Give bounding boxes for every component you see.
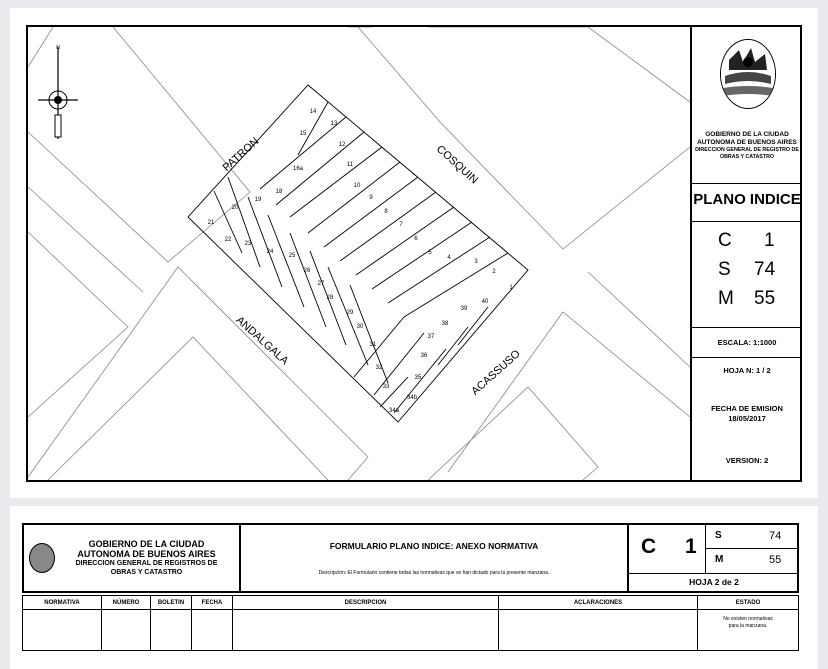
emission-date: 18/05/2017 [728, 414, 766, 423]
form-description: Descripción: El Formulario contiene todas las normativas que se han dictado para la presente manzana. [318, 570, 550, 576]
city-seal-small-icon [29, 543, 55, 573]
lot-number: 26 [303, 268, 311, 274]
cell-normativa [23, 610, 102, 651]
m-value: 55 [754, 288, 776, 309]
street-label: COSQUIN [433, 143, 481, 187]
lot-number: 23 [244, 241, 252, 247]
scale-cell [692, 327, 802, 357]
lot-number: 5 [428, 250, 432, 256]
lot-number: 1 [509, 285, 513, 291]
gov-name [692, 131, 802, 161]
form-c-value: 1 [685, 535, 697, 558]
street-label: PATRON [220, 135, 262, 175]
col-boletin: BOLETIN [151, 596, 192, 610]
anexo-normativa-sheet [10, 506, 818, 669]
dir-name-line1: DIRECCION GENERAL DE REGISTRO DE [695, 147, 799, 153]
title-block [690, 27, 802, 480]
block-map [28, 27, 690, 480]
lot-number: 34a [388, 408, 400, 414]
scale-text: ESCALA: 1:1000 [717, 338, 777, 347]
lot-number: 31 [369, 342, 377, 348]
cell-boletin [151, 610, 192, 651]
sheet-number: HOJA N: 1 / 2 [723, 366, 771, 375]
form-csm-block [627, 523, 799, 593]
col-numero: NÚMERO [102, 596, 151, 610]
form-sheet: HOJA 2 de 2 [689, 577, 739, 587]
lot-number: 28 [326, 295, 334, 301]
street-grid [28, 27, 690, 480]
form-gov-block [22, 523, 241, 593]
block-lots [188, 85, 528, 422]
form-m-label: M [715, 554, 724, 565]
lot-number: 19 [254, 197, 262, 203]
cell-aclaraciones [499, 610, 698, 651]
cell-numero [102, 610, 151, 651]
lot-number: 39 [460, 306, 468, 312]
map-frame [26, 25, 802, 482]
col-normativa: NORMATIVA [23, 596, 102, 610]
lot-number: 18 [275, 189, 283, 195]
col-aclaraciones: ACLARACIONES [499, 596, 698, 610]
gov-name-line1: GOBIERNO DE LA CIUDAD [705, 131, 789, 138]
lot-labels [208, 109, 514, 414]
lot-number: 2 [492, 269, 496, 275]
lot-number: 32 [375, 365, 383, 371]
street-label: ACASSUSO [469, 347, 523, 398]
dir-name-line2: OBRAS Y CATASTRO [719, 154, 775, 160]
lot-number: 20 [231, 205, 239, 211]
lot-number: 13 [330, 121, 338, 127]
lot-number: 35 [414, 375, 422, 381]
lot-number: 34b [406, 395, 418, 401]
lot-number: 38 [441, 321, 449, 327]
form-s-label: S [715, 530, 722, 541]
col-descripcion: DESCRIPCION [233, 596, 499, 610]
title-cell [692, 183, 802, 221]
lot-number: 4 [447, 255, 451, 261]
cell-fecha [192, 610, 233, 651]
version-text: VERSION: 2 [725, 456, 769, 465]
street-label: ANDALGALA [233, 314, 291, 368]
col-fecha: FECHA [192, 596, 233, 610]
form-gov-line2: AUTONOMA DE BUENOS AIRES [77, 549, 216, 559]
lot-number: 33 [382, 384, 390, 390]
form-gov-name [54, 539, 239, 577]
emission-label: FECHA DE EMISION [711, 404, 783, 413]
form-dir-line2: OBRAS Y CATASTRO [110, 569, 183, 576]
sheet-info-cell [692, 357, 802, 480]
lot-number: 27 [317, 281, 325, 287]
lot-number: 6 [414, 236, 418, 242]
lot-number: 40 [481, 299, 489, 305]
form-title: FORMULARIO PLANO INDICE: ANEXO NORMATIVA [329, 541, 539, 551]
lot-number: 15 [299, 131, 307, 137]
lot-number: 24 [266, 249, 274, 255]
lot-number: 22 [224, 237, 232, 243]
lot-number: 12 [338, 142, 346, 148]
lot-number: 30 [356, 324, 364, 330]
m-label: M [718, 288, 734, 309]
gov-name-line2: AUTONOMA DE BUENOS AIRES [697, 139, 797, 146]
table-header-row [23, 596, 799, 610]
lot-number: 16a [292, 166, 304, 172]
form-s-value: 74 [769, 530, 782, 542]
table-row [23, 610, 799, 651]
form-m-value: 55 [769, 554, 782, 566]
form-gov-line1: GOBIERNO DE LA CIUDAD [88, 539, 205, 549]
form-title-block [239, 523, 629, 593]
lot-number: 11 [346, 162, 354, 168]
lot-number: 21 [207, 220, 215, 226]
compass-rose [38, 45, 78, 139]
c-value: 1 [764, 230, 775, 251]
lot-number: 36 [420, 353, 428, 359]
form-c-label: C [641, 535, 657, 558]
form-dir-line1: DIRECCION GENERAL DE REGISTROS DE [75, 560, 218, 567]
estado-line1: No existen normativas [723, 616, 773, 622]
lot-number: 25 [288, 253, 296, 259]
lot-number: 14 [309, 109, 317, 115]
col-estado: ESTADO [698, 596, 799, 610]
lot-number: 10 [353, 183, 361, 189]
lot-number: 9 [369, 195, 373, 201]
svg-text:N: N [56, 45, 60, 51]
cell-descripcion [233, 610, 499, 651]
lot-number: 7 [399, 222, 403, 228]
s-value: 74 [754, 259, 776, 280]
lot-number: 37 [427, 334, 435, 340]
lot-number: 8 [384, 209, 388, 215]
lot-number: 3 [474, 259, 478, 265]
estado-line2: para la manzana. [728, 623, 768, 629]
normativa-table [22, 595, 799, 651]
city-seal-icon [720, 39, 776, 109]
c-label: C [718, 230, 732, 251]
street-labels [221, 135, 523, 397]
plan-title: PLANO INDICE [693, 191, 801, 208]
plano-indice-sheet [10, 8, 818, 498]
s-label: S [718, 259, 731, 280]
cell-estado [698, 610, 799, 651]
lot-number: 29 [346, 310, 354, 316]
